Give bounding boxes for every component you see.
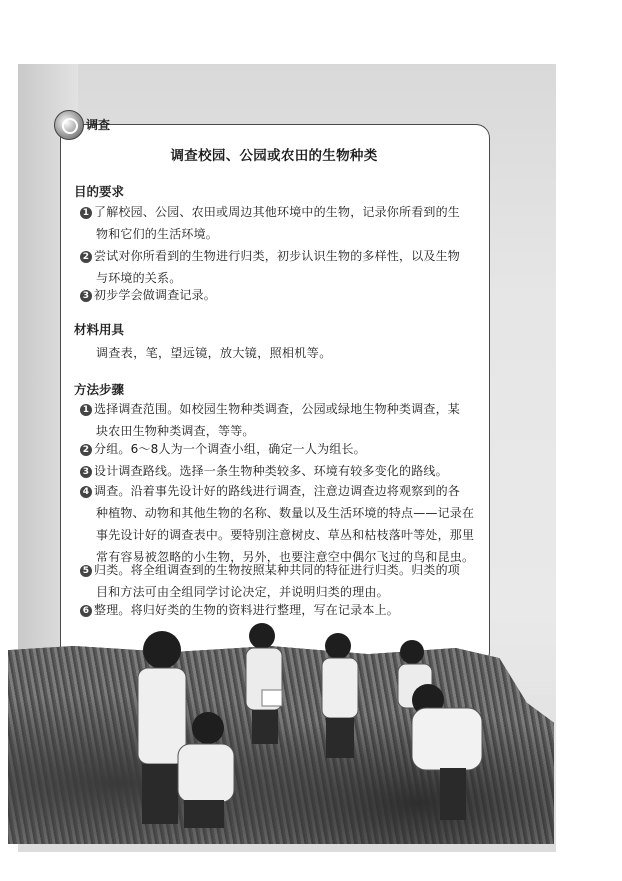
method-item: [80, 599, 482, 621]
number-badge: 5: [80, 565, 92, 577]
page-title: 调查校园、公园或农田的生物种类: [170, 148, 378, 164]
item-text: 选择调查范围。如校园生物种类调查，公园或绿地生物种类调查，某: [94, 402, 461, 416]
number-badge: 6: [80, 605, 92, 617]
item-continuation: 物和它们的生活环境。: [96, 227, 219, 241]
purpose-item: [80, 284, 482, 306]
number-badge: 3: [80, 290, 92, 302]
method-item: [80, 480, 482, 568]
item-continuation: 常有容易被忽略的小生物，另外，也要注意空中偶尔飞过的鸟和昆虫。: [96, 550, 475, 564]
purpose-item: [80, 201, 482, 245]
item-text: 初步学会做调查记录。: [94, 288, 217, 302]
method-item: [80, 438, 482, 460]
number-badge: 1: [80, 207, 92, 219]
item-text: 设计调查路线。选择一条生物种类较多、环境有较多变化的路线。: [94, 464, 448, 478]
number-badge: 3: [80, 466, 92, 478]
survey-badge-icon: [54, 110, 84, 140]
materials-text: 调查表，笔，望远镜，放大镜，照相机等。: [96, 346, 332, 360]
item-text: 归类。将全组调查到的生物按照某种共同的特征进行归类。归类的项: [94, 563, 461, 577]
field-survey-photo: [8, 642, 554, 844]
item-text: 了解校园、公园、农田或周边其他环境中的生物，记录你所看到的生: [94, 205, 461, 219]
purpose-item: [80, 245, 482, 289]
number-badge: 4: [80, 486, 92, 498]
item-text: 调查。沿着事先设计好的路线进行调查，注意边调查边将观察到的各: [94, 484, 461, 498]
item-text: 尝试对你所看到的生物进行归类，初步认识生物的多样性，以及生物: [94, 249, 461, 263]
item-continuation: 事先设计好的调查表中。要特别注意树皮、草丛和枯枝落叶等处，那里: [96, 528, 475, 542]
method-item: [80, 559, 482, 603]
section-heading-materials: 材料用具: [74, 322, 125, 337]
item-text: 整理。将归好类的生物的资料进行整理，写在记录本上。: [94, 603, 400, 617]
item-continuation: 与环境的关系。: [96, 271, 182, 285]
item-continuation: 块农田生物种类调查，等等。: [96, 424, 255, 438]
method-item: [80, 398, 482, 442]
item-continuation: 种植物、动物和其他生物的名称、数量以及生活环境的特点——记录在: [96, 506, 475, 520]
badge-label: 调查: [86, 118, 111, 132]
section-heading-purpose: 目的要求: [74, 184, 125, 199]
section-heading-methods: 方法步骤: [74, 382, 125, 397]
number-badge: 2: [80, 251, 92, 263]
number-badge: 2: [80, 444, 92, 456]
method-item: [80, 460, 482, 482]
number-badge: 1: [80, 404, 92, 416]
item-continuation: 目和方法可由全组同学讨论决定，并说明归类的理由。: [96, 585, 389, 599]
item-text: 分组。6～8人为一个调查小组，确定一人为组长。: [94, 442, 366, 456]
